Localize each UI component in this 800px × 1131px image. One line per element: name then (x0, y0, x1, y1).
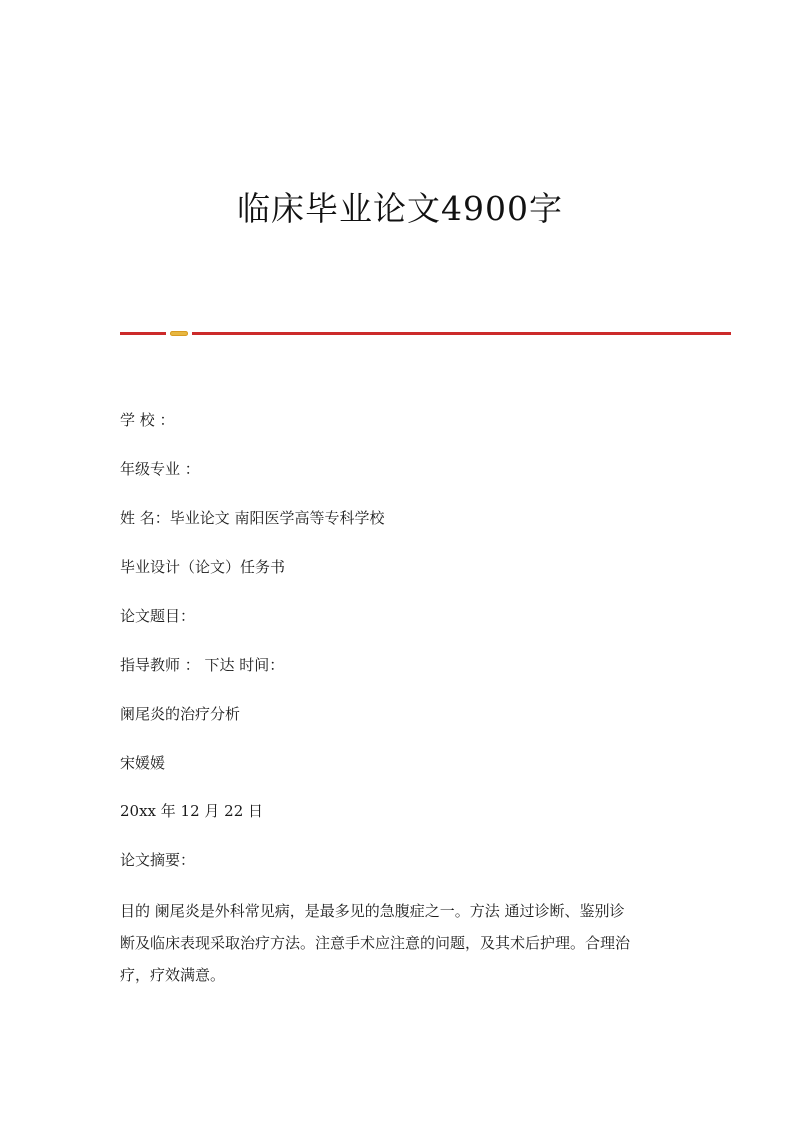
title-divider (120, 330, 731, 338)
task-book-heading: 毕业设计（论文）任务书 (120, 558, 286, 576)
divider-ornament-icon (170, 331, 188, 336)
divider-line-left (120, 332, 166, 335)
thesis-topic: 阑尾炎的治疗分析 (120, 705, 241, 723)
abstract-line: 疗，疗效满意。 (120, 966, 226, 984)
abstract-line: 断及临床表现采取治疗方法。注意手术应注意的问题，及其术后护理。合理治 (120, 934, 631, 952)
divider-line-right (192, 332, 731, 335)
advisor-field: 指导教师 ： 下达 时间： (120, 656, 285, 674)
thesis-title-label: 论文题目： (120, 607, 196, 625)
document-title: 临床毕业论文4900字 (237, 189, 563, 228)
author-name: 宋媛媛 (120, 754, 166, 772)
grade-major-field: 年级专业 ： (120, 460, 200, 478)
school-field: 学 校 ： (120, 411, 175, 429)
abstract-paragraph (120, 895, 680, 991)
name-field: 姓 名：毕业论文 南阳医学高等专科学校 (120, 509, 385, 527)
abstract-label: 论文摘要： (120, 851, 196, 869)
abstract-line: 目的 阑尾炎是外科常见病，是最多见的急腹症之一。方法 通过诊断、鉴别诊 (120, 902, 625, 920)
date-field: 20xx 年 12 月 22 日 (120, 802, 264, 820)
